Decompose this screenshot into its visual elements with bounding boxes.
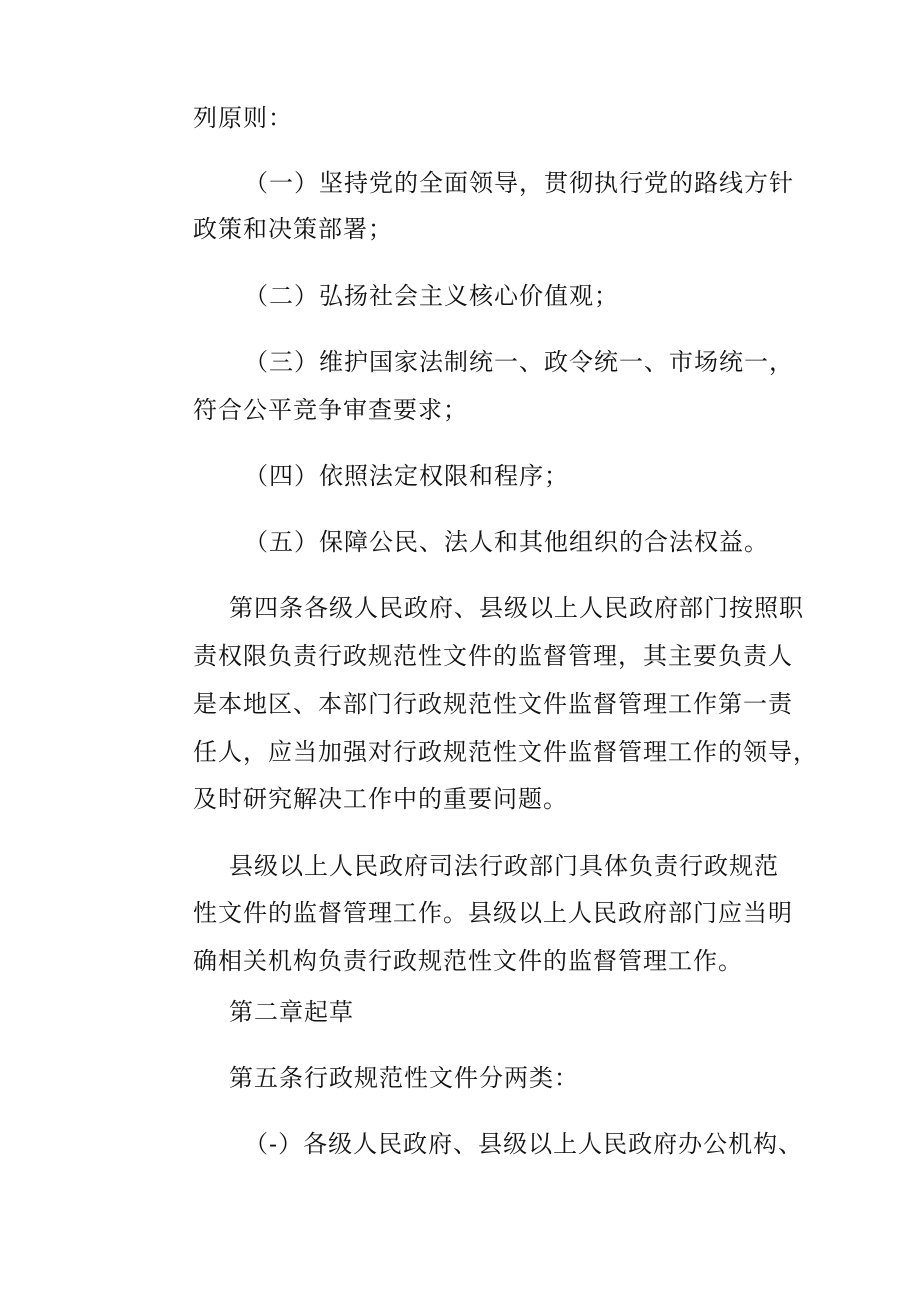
article-4-line-1: 第四条各级人民政府、县级以上人民政府部门按照职: [229, 594, 804, 622]
article-4-line-3: 是本地区、本部门行政规范性文件监督管理工作第一责: [193, 690, 793, 718]
article-4-line-2: 责权限负责行政规范性文件的监督管理，其主要负责人: [193, 642, 793, 670]
principle-1-line-1: （一）坚持党的全面领导，贯彻执行党的路线方针: [244, 169, 794, 197]
article-4-para-2-line-2: 性文件的监督管理工作。县级以上人民政府部门应当明: [193, 899, 793, 927]
principle-1-line-2: 政策和决策部署；: [193, 215, 393, 243]
principle-3-line-1: （三）维护国家法制统一、政令统一、市场统一，: [244, 348, 794, 376]
principle-4: （四）依照法定权限和程序；: [244, 462, 569, 490]
intro-text: 列原则：: [193, 104, 293, 132]
principle-5: （五）保障公民、法人和其他组织的合法权益。: [244, 528, 769, 556]
article-5: 第五条行政规范性文件分两类：: [229, 1064, 579, 1092]
article-4-line-5: 及时研究解决工作中的重要问题。: [193, 785, 568, 813]
principle-3-line-2: 符合公平竞争审查要求；: [193, 396, 468, 424]
article-4-line-4: 任人，应当加强对行政规范性文件监督管理工作的领导，: [193, 738, 818, 766]
article-4-para-2-line-3: 确相关机构负责行政规范性文件的监督管理工作。: [193, 947, 743, 975]
principle-2: （二）弘扬社会主义核心价值观；: [244, 282, 619, 310]
chapter-2-title: 第二章起草: [229, 998, 354, 1026]
article-4-para-2-line-1: 县级以上人民政府司法行政部门具体负责行政规范: [229, 852, 779, 880]
article-5-item-1: （-）各级人民政府、县级以上人民政府办公机构、: [244, 1130, 804, 1158]
